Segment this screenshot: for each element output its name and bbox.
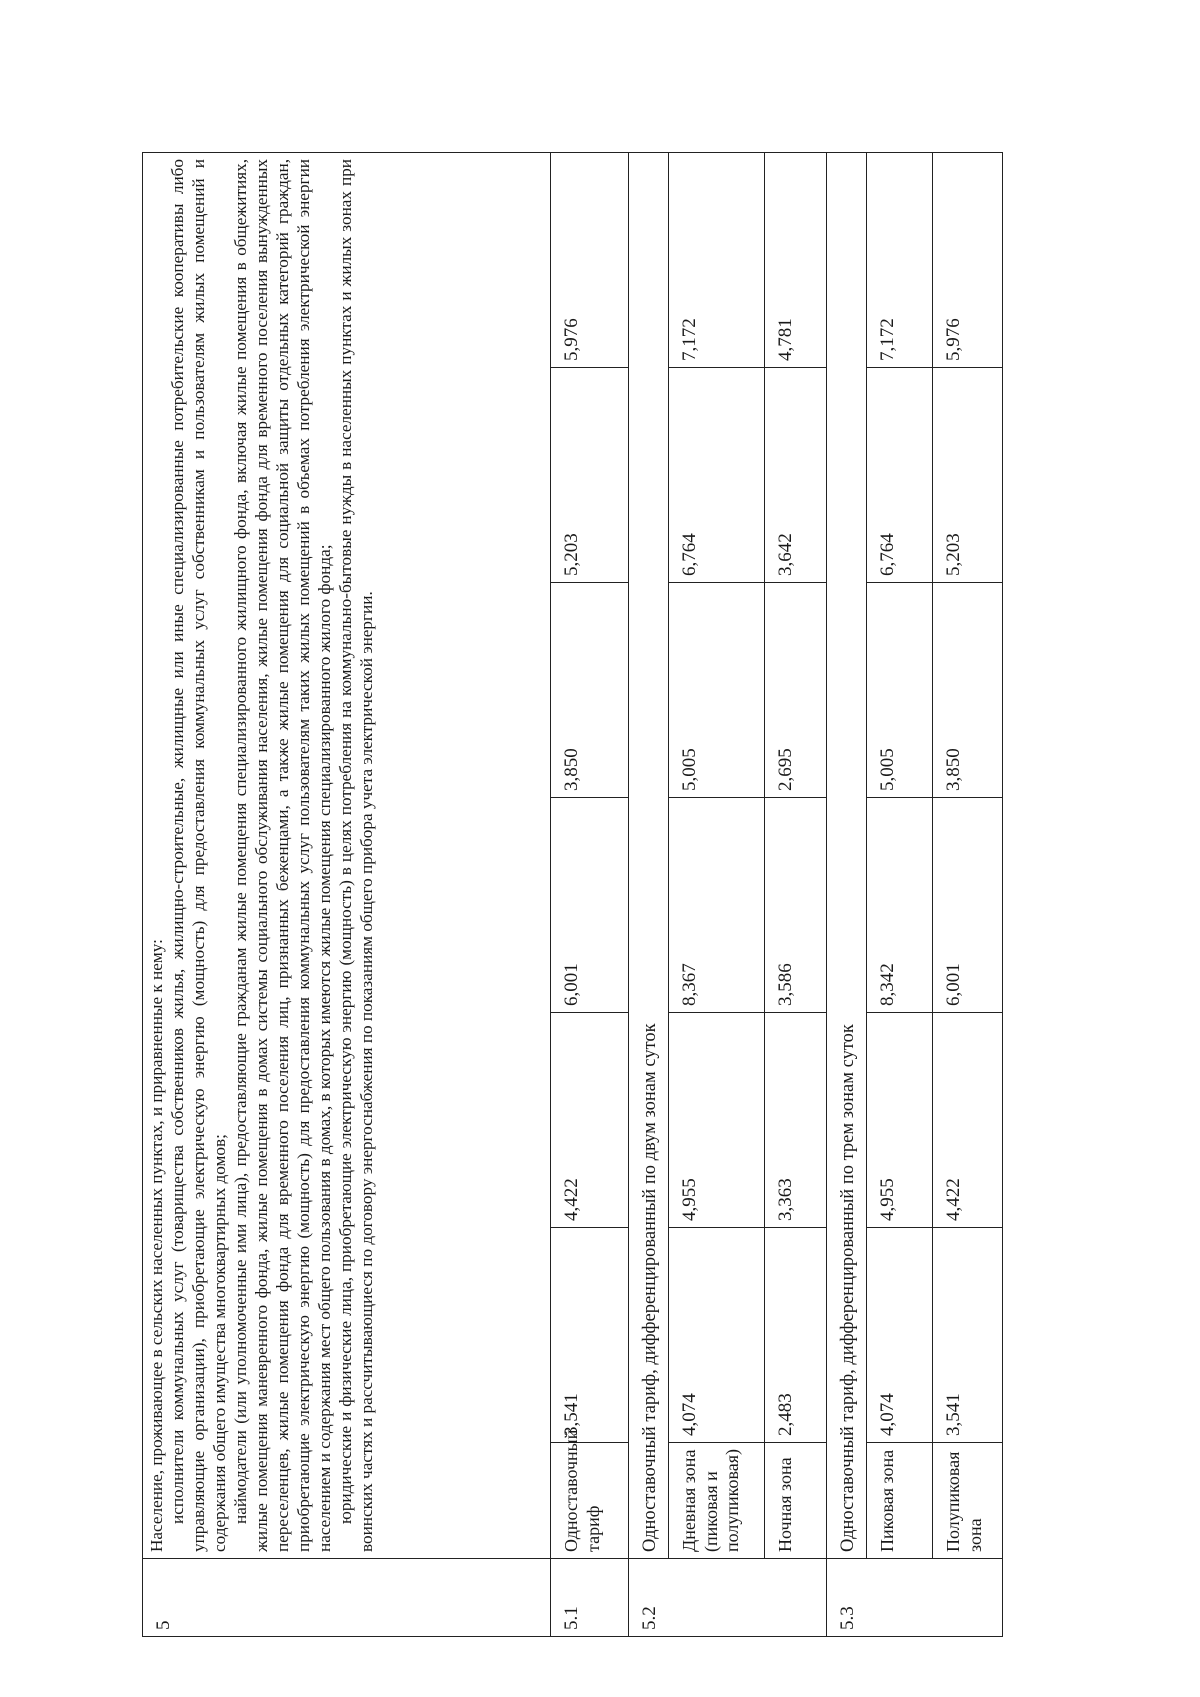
tariff-value: 5,203 [551, 368, 629, 583]
tariff-value: 3,850 [933, 583, 1003, 798]
row-5-3-heading [827, 153, 867, 1637]
tariff-value: 2,695 [765, 583, 827, 798]
tariff-value: 5,005 [669, 583, 765, 798]
tariff-name: Одноставочный тариф [551, 1443, 629, 1559]
tariff-value: 5,005 [867, 583, 933, 798]
tariff-name: Пиковая зона [867, 1443, 933, 1559]
tariff-value: 6,001 [551, 798, 629, 1013]
row-5-3-peak [867, 153, 933, 1637]
tariff-value: 4,781 [765, 153, 827, 368]
tariff-value: 8,367 [669, 798, 765, 1013]
tariff-value: 5,976 [551, 153, 629, 368]
tariff-value: 4,074 [669, 1228, 765, 1443]
tariff-value: 7,172 [867, 153, 933, 368]
tariff-value: 3,850 [551, 583, 629, 798]
tariff-value: 6,001 [933, 798, 1003, 1013]
tariff-value: 3,363 [765, 1013, 827, 1228]
row-number: 5 [143, 1559, 551, 1637]
rotated-table-sheet [142, 152, 985, 1637]
tariff-value: 2,483 [765, 1228, 827, 1443]
tariff-value: 7,172 [669, 153, 765, 368]
subsection-heading: Одноставочный тариф, дифференцированный по двум зонам суток [629, 153, 669, 1559]
tariff-value: 3,642 [765, 368, 827, 583]
row-number: 5.1 [551, 1559, 629, 1637]
tariff-value: 5,203 [933, 368, 1003, 583]
intro-paragraph: Население, проживающее в сельских населенных пунктах, и приравненные к нему: [147, 939, 166, 1552]
intro-paragraph: наймодатели (или уполномоченные ими лица), предоставляющие гражданам жилые помещения специализированного жилищного фонда, включая жилые помещения в общежитиях, жилые помещения маневренного фонда, жилые помещения в домах системы социального обслуживания населения, жилые помещения фонда для временного поселения вынужденных переселенцев, жилые помещения фонда для временного поселения лиц, признанных беженцами, а также жилые помещения для социальной защиты отдельных категорий граждан, приобретающие электрическую энергию (мощность) для предоставления коммунальных услуг пользователям таких жилых помещений в объемах потребления электрической энергии населением и содержания мест общего пользования в домах, в которых имеются жилые помещения специализированного жилого фонда; [230, 159, 334, 1552]
row-5-1 [551, 153, 629, 1637]
row-5-2-night [765, 153, 827, 1637]
tariff-value: 4,074 [867, 1228, 933, 1443]
tariff-name [669, 1443, 765, 1559]
tariff-value: 6,764 [669, 368, 765, 583]
tariff-value: 4,955 [867, 1013, 933, 1228]
tariff-value: 4,422 [933, 1013, 1003, 1228]
row-5-2-day [669, 153, 765, 1637]
tariff-name: Ночная зона [765, 1443, 827, 1559]
subsection-heading: Одноставочный тариф, дифференцированный по трем зонам суток [827, 153, 867, 1559]
intro-paragraph: юридические и физические лица, приобретающие электрическую энергию (мощность) в целях потребления на коммунально-бытовые нужды в населенных пунктах и жилых зонах при воинских частях и рассчитывающиеся по договору энергоснабжения по показаниям общего прибора учета электрической энергии. [335, 159, 376, 1552]
tariff-table [142, 152, 1003, 1637]
tariff-name-part: Дневная зона [679, 1449, 699, 1552]
intro-paragraph: исполнители коммунальных услуг (товарищества собственников жилья, жилищно-строительные, жилищные или иные специализированные потребительские кооперативы либо управляющие организации), приобретающие электрическую энергию (мощность) для предоставления коммунальных услуг собственникам и пользователям жилых помещений и содержания общего имущества многоквартирных домов; [167, 159, 229, 1552]
row-number: 5.2 [629, 1559, 827, 1637]
tariff-value: 8,342 [867, 798, 933, 1013]
tariff-value: 4,955 [669, 1013, 765, 1228]
section-5-row [143, 153, 551, 1637]
tariff-value: 3,541 [551, 1228, 629, 1443]
tariff-name: Полупиковая зона [933, 1443, 1003, 1559]
row-5-2-heading [629, 153, 669, 1637]
tariff-value: 5,976 [933, 153, 1003, 368]
tariff-value: 6,764 [867, 368, 933, 583]
section-5-description [143, 153, 551, 1559]
tariff-value: 4,422 [551, 1013, 629, 1228]
tariff-value: 3,586 [765, 798, 827, 1013]
row-number: 5.3 [827, 1559, 1003, 1637]
tariff-name-part: (пиковая и полупиковая) [700, 1449, 743, 1552]
row-5-3-half-peak [933, 153, 1003, 1637]
tariff-value: 3,541 [933, 1228, 1003, 1443]
